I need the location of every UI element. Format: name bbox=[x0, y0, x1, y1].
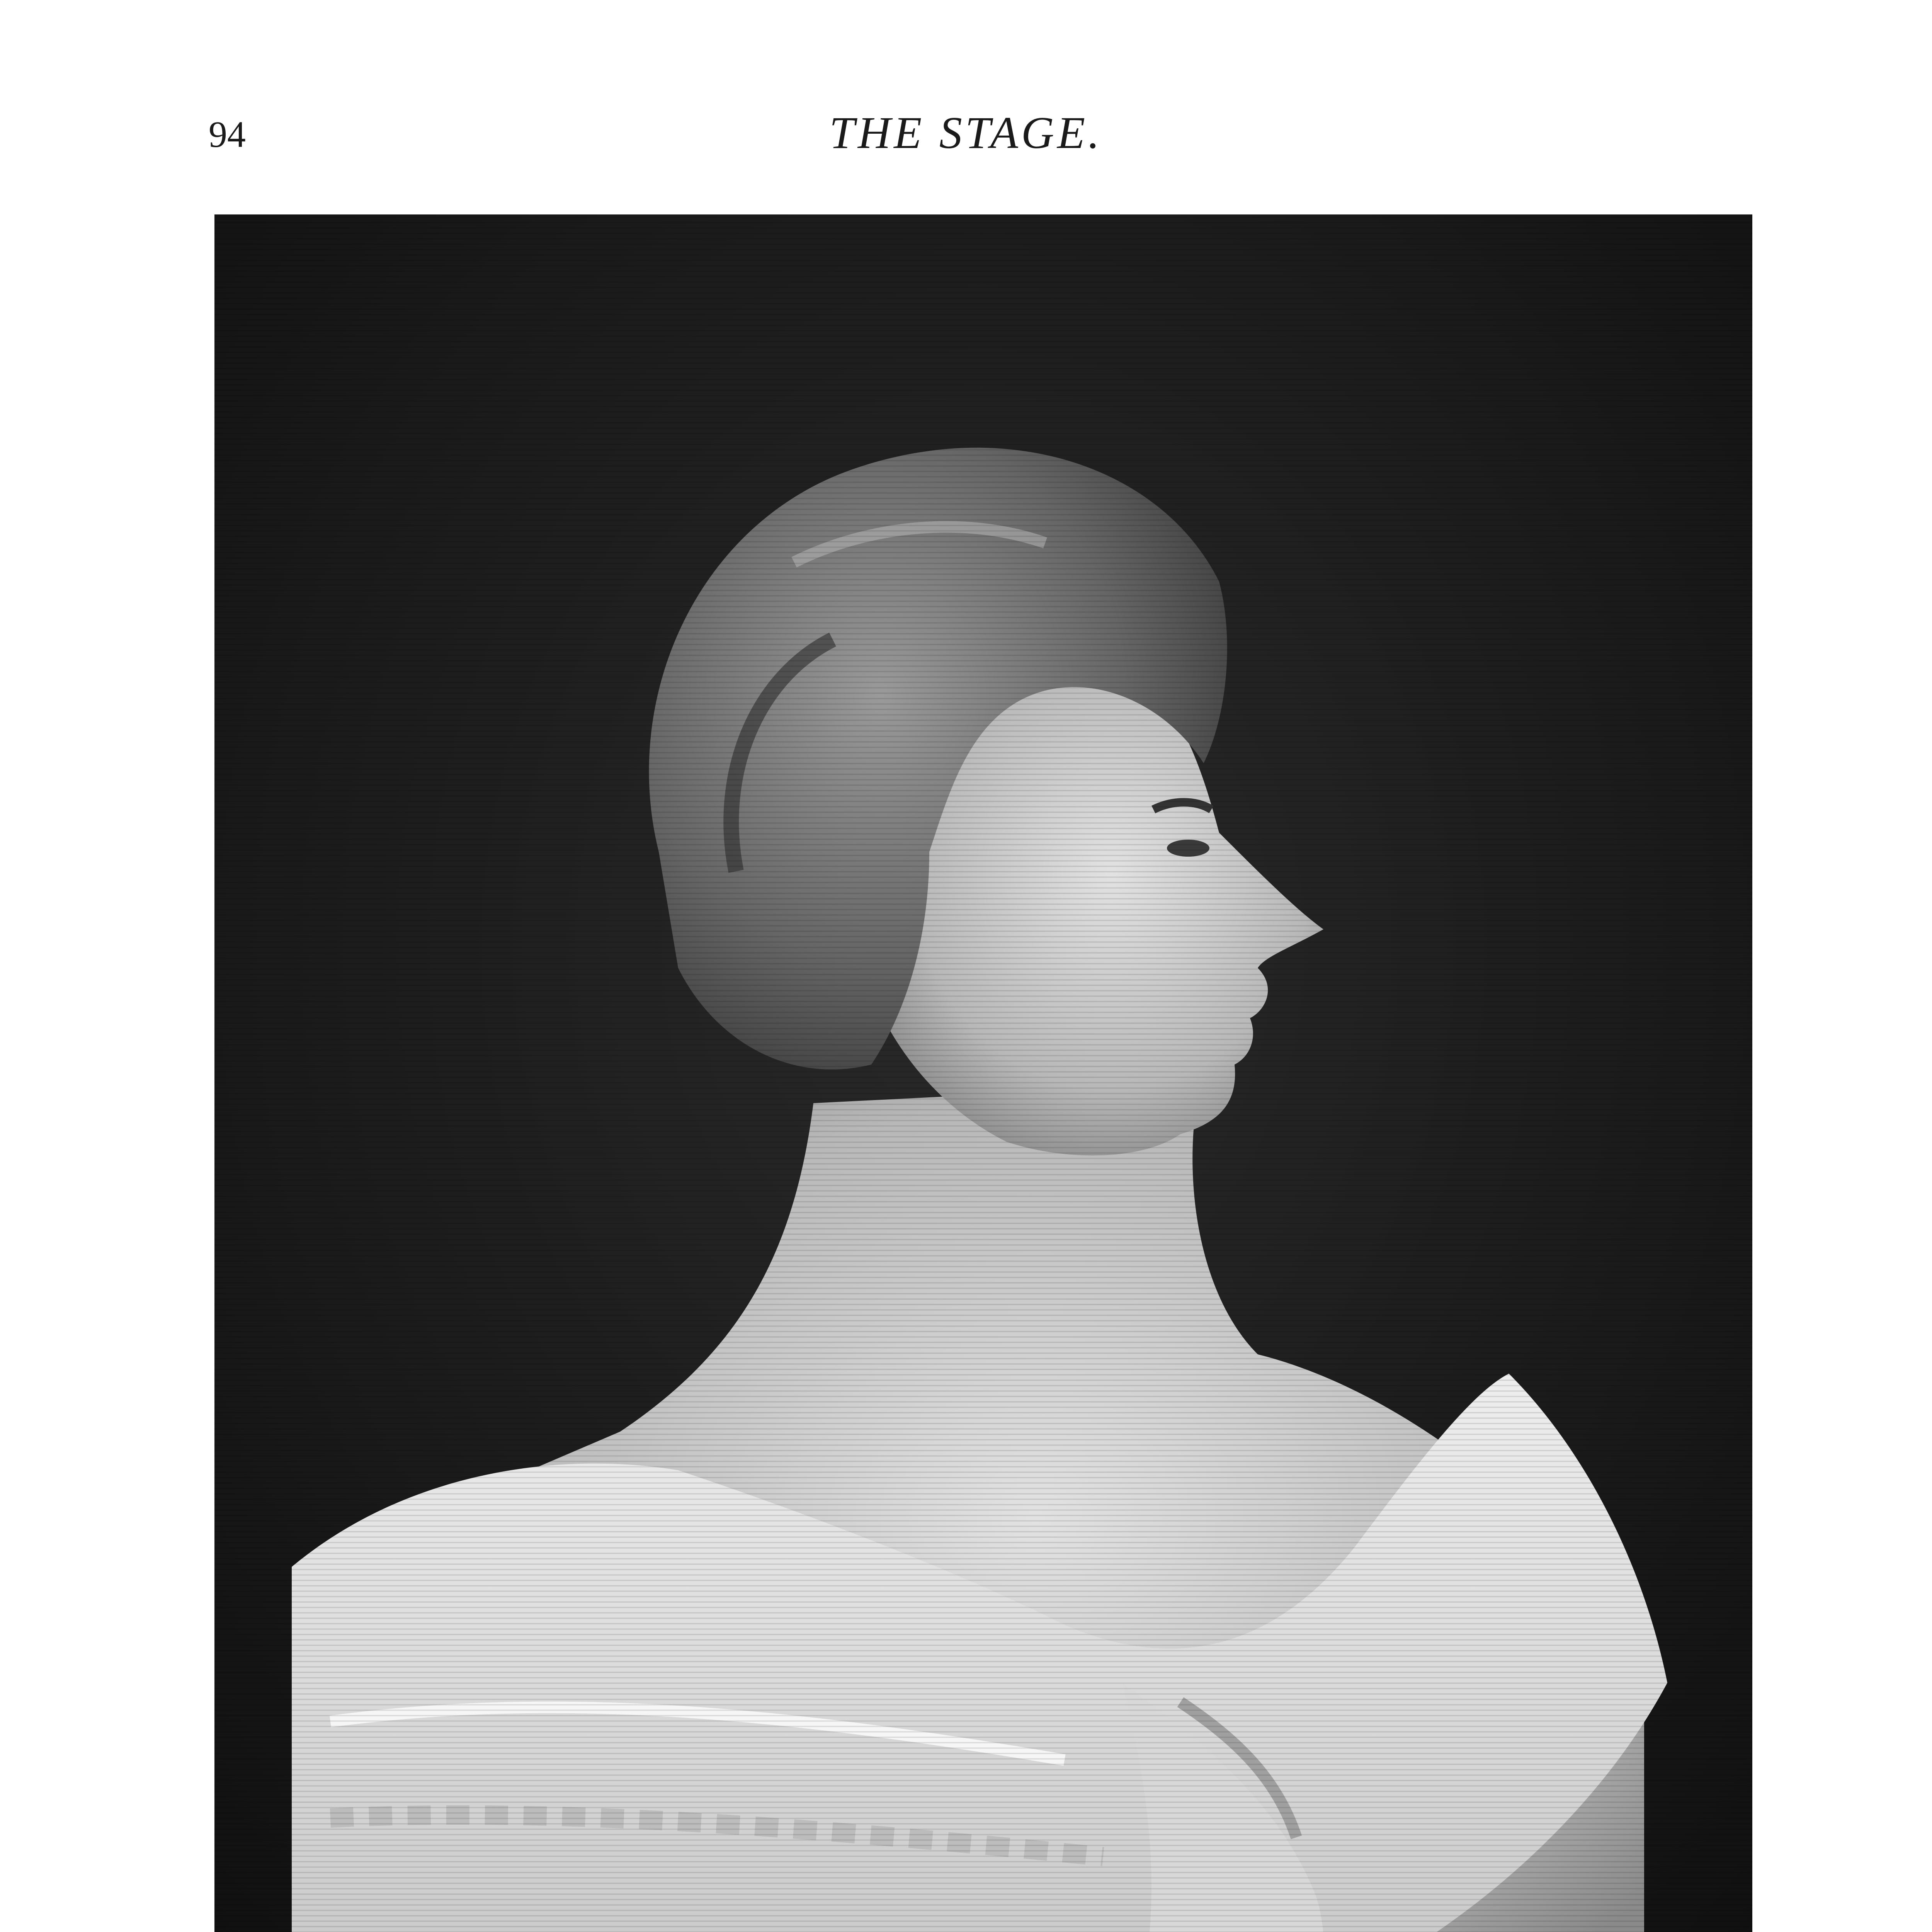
page-number: 94 bbox=[209, 114, 246, 155]
running-title: THE STAGE. bbox=[829, 107, 1103, 158]
portrait-photograph bbox=[214, 214, 1752, 1932]
